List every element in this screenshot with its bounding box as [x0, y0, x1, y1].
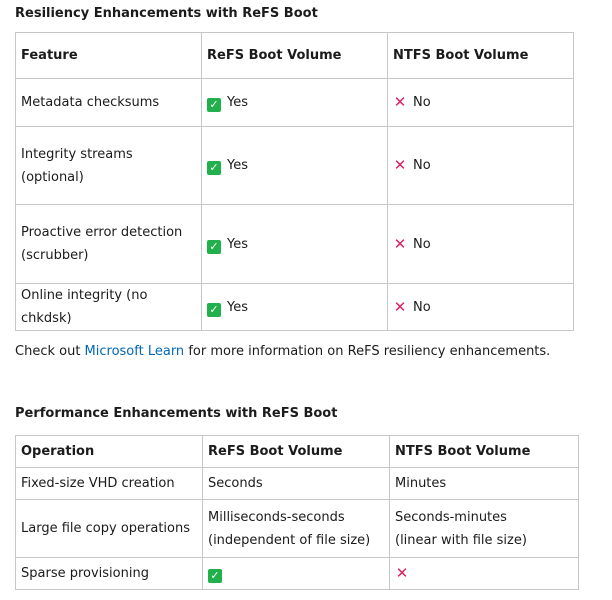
header-feature: Feature — [16, 33, 202, 79]
ntfs-cell — [388, 205, 574, 284]
ntfs-cell — [390, 500, 579, 558]
red-cross-icon: ✕ — [393, 93, 407, 111]
ntfs-value: No — [413, 95, 431, 110]
refs-cell — [203, 500, 390, 558]
refs-value: Yes — [227, 236, 248, 252]
green-check-icon: ✓ — [208, 569, 222, 583]
header-operation: Operation — [16, 436, 203, 468]
info-paragraph — [15, 342, 550, 362]
operation-cell: Large file copy operations — [16, 500, 203, 558]
green-check-icon: ✓ — [207, 240, 221, 254]
refs-line1: Milliseconds-seconds — [208, 509, 345, 525]
operation-cell: Fixed-size VHD creation — [16, 468, 203, 500]
resiliency-heading: Resiliency Enhancements with ReFS Boot — [15, 6, 318, 21]
ntfs-value: No — [413, 236, 431, 252]
table-header-row — [16, 436, 579, 468]
table-row — [16, 284, 574, 331]
green-check-icon: ✓ — [207, 303, 221, 317]
red-cross-icon: ✕ — [393, 156, 407, 174]
feature-line1: Proactive error detection — [21, 225, 183, 240]
refs-cell: Seconds — [203, 468, 390, 500]
refs-value: Yes — [227, 299, 248, 315]
ntfs-cell — [388, 79, 574, 127]
paragraph-text-after: for more information on ReFS resiliency enhancements. — [184, 344, 551, 359]
microsoft-learn-link[interactable]: Microsoft Learn — [84, 344, 185, 359]
operation-cell: Sparse provisioning — [16, 558, 203, 590]
table-row — [16, 500, 579, 558]
green-check-icon: ✓ — [207, 98, 221, 112]
table-row — [16, 127, 574, 205]
resiliency-table — [15, 32, 574, 331]
feature-line2: (scrubber) — [21, 248, 89, 263]
refs-cell — [202, 284, 388, 331]
refs-cell — [202, 127, 388, 205]
feature-cell — [16, 205, 202, 284]
header-ntfs: NTFS Boot Volume — [390, 436, 579, 468]
ntfs-cell: Minutes — [390, 468, 579, 500]
feature-cell: Metadata checksums — [16, 79, 202, 127]
feature-cell: Integrity streams (optional) — [16, 127, 202, 205]
table-row — [16, 205, 574, 284]
red-cross-icon: ✕ — [395, 564, 409, 582]
ntfs-line2: (linear with file size) — [395, 532, 527, 548]
refs-cell — [203, 558, 390, 590]
table-row — [16, 79, 574, 127]
red-cross-icon: ✕ — [393, 234, 407, 253]
refs-value: Yes — [227, 158, 248, 173]
header-ntfs: NTFS Boot Volume — [388, 33, 574, 79]
refs-cell — [202, 79, 388, 127]
table-row — [16, 468, 579, 500]
refs-cell — [202, 205, 388, 284]
ntfs-cell — [388, 284, 574, 331]
performance-table — [15, 435, 579, 590]
ntfs-cell — [390, 558, 579, 590]
table-row — [16, 558, 579, 590]
ntfs-value: No — [413, 158, 431, 173]
refs-line2: (independent of file size) — [208, 532, 371, 548]
ntfs-line1: Seconds-minutes — [395, 509, 507, 525]
red-cross-icon: ✕ — [393, 297, 407, 316]
refs-value: Yes — [227, 95, 248, 110]
header-refs: ReFS Boot Volume — [202, 33, 388, 79]
green-check-icon: ✓ — [207, 161, 221, 175]
table-header-row — [16, 33, 574, 79]
ntfs-value: No — [413, 299, 431, 315]
header-refs: ReFS Boot Volume — [203, 436, 390, 468]
feature-cell: Online integrity (no chkdsk) — [16, 284, 202, 331]
ntfs-cell — [388, 127, 574, 205]
performance-heading: Performance Enhancements with ReFS Boot — [15, 406, 338, 421]
paragraph-text-before: Check out — [15, 344, 85, 359]
